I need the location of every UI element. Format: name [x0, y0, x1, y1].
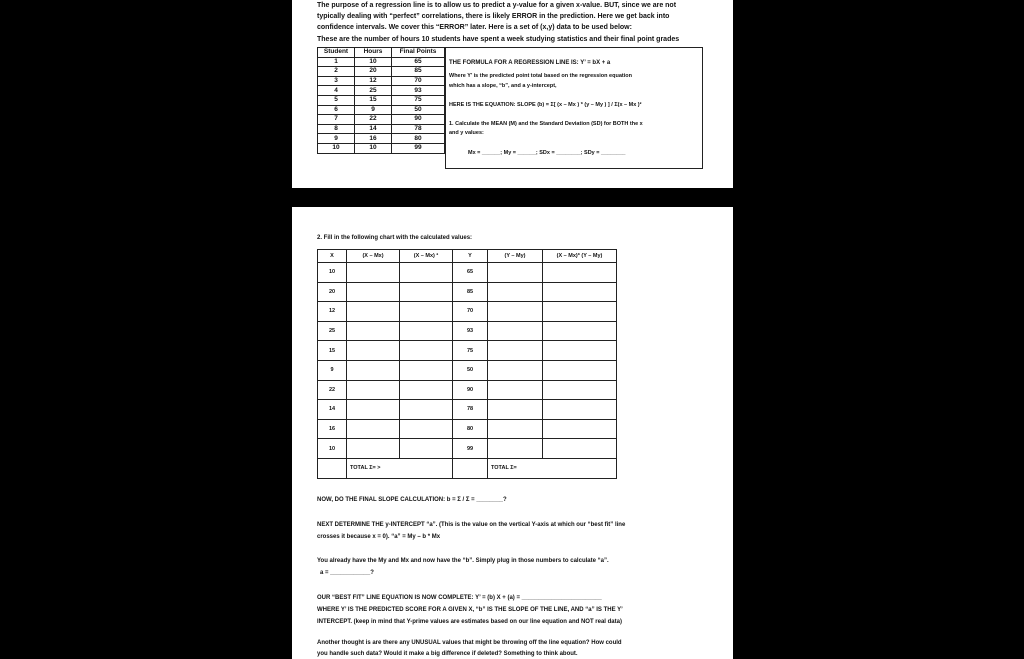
x-deviation-cell[interactable]	[347, 282, 400, 302]
y-value-cell: 78	[453, 400, 488, 420]
points-cell: 99	[392, 143, 445, 153]
student-row	[318, 86, 445, 96]
points-cell: 80	[392, 134, 445, 144]
final-explanation-line-2: INTERCEPT. (keep in mind that Y-prime values are estimates based on our line equation and NOT real data)	[317, 619, 622, 625]
intercept-blank[interactable]: a = ____________?	[320, 570, 374, 576]
final-equation-line[interactable]: OUR “BEST FIT” LINE EQUATION IS NOW COMPLETE: Y’ = (b) X + (a) = ________________________	[317, 595, 602, 601]
hours-cell: 20	[355, 67, 392, 77]
hours-cell: 10	[355, 143, 392, 153]
calc-row	[318, 263, 617, 283]
question-1-line-1: 1. Calculate the MEAN (M) and the Standard Deviation (SD) for BOTH the x	[449, 121, 643, 127]
x-value-cell: 14	[318, 400, 347, 420]
student-table-header	[318, 48, 445, 58]
x-value-cell: 10	[318, 439, 347, 459]
x-deviation-squared-cell[interactable]	[400, 282, 453, 302]
x-deviation-cell[interactable]	[347, 321, 400, 341]
y-value-cell: 65	[453, 263, 488, 283]
question-1-line-2: and y values:	[449, 130, 484, 136]
calc-row	[318, 439, 617, 459]
student-row	[318, 76, 445, 86]
y-value-cell: 70	[453, 302, 488, 322]
product-cell[interactable]	[543, 400, 617, 420]
intro-line-2: typically dealing with “perfect” correlations, there is likely ERROR in the prediction. Here we get back into	[317, 13, 670, 20]
student-data-table	[317, 47, 445, 154]
y-deviation-cell[interactable]	[488, 380, 543, 400]
student-cell: 9	[318, 134, 355, 144]
y-deviation-cell[interactable]	[488, 400, 543, 420]
calc-row	[318, 282, 617, 302]
col-y-header: Y	[453, 250, 488, 263]
hours-cell: 9	[355, 105, 392, 115]
total-right-label: TOTAL Σ=	[488, 458, 617, 478]
points-cell: 65	[392, 57, 445, 67]
intro-line-1: The purpose of a regression line is to allow us to predict a y-value for a given x-value. BUT, since we are not	[317, 2, 677, 9]
x-deviation-squared-cell[interactable]	[400, 263, 453, 283]
student-cell: 8	[318, 124, 355, 134]
x-value-cell: 22	[318, 380, 347, 400]
product-cell[interactable]	[543, 321, 617, 341]
product-cell[interactable]	[543, 341, 617, 361]
student-row	[318, 115, 445, 125]
x-deviation-cell[interactable]	[347, 360, 400, 380]
y-deviation-cell[interactable]	[488, 302, 543, 322]
y-deviation-cell[interactable]	[488, 360, 543, 380]
x-deviation-squared-cell[interactable]	[400, 419, 453, 439]
x-value-cell: 10	[318, 263, 347, 283]
y-deviation-cell[interactable]	[488, 321, 543, 341]
y-value-cell: 99	[453, 439, 488, 459]
hours-cell: 22	[355, 115, 392, 125]
student-cell: 7	[318, 115, 355, 125]
calc-row	[318, 341, 617, 361]
student-cell: 6	[318, 105, 355, 115]
intro-line-4: These are the number of hours 10 students have spent a week studying statistics and their final point grades	[317, 36, 680, 43]
formula-title: THE FORMULA FOR A REGRESSION LINE IS: Y’ = bX + a	[449, 60, 611, 66]
student-cell: 3	[318, 76, 355, 86]
product-cell[interactable]	[543, 380, 617, 400]
calc-chart-header	[318, 250, 617, 263]
calculation-chart	[317, 249, 617, 479]
totals-row	[318, 458, 617, 478]
points-cell: 50	[392, 105, 445, 115]
hours-cell: 15	[355, 95, 392, 105]
y-deviation-cell[interactable]	[488, 341, 543, 361]
y-value-cell: 50	[453, 360, 488, 380]
student-row	[318, 124, 445, 134]
y-value-cell: 85	[453, 282, 488, 302]
x-deviation-squared-cell[interactable]	[400, 360, 453, 380]
hours-cell: 14	[355, 124, 392, 134]
formula-box	[445, 47, 703, 169]
hours-cell: 16	[355, 134, 392, 144]
mean-sd-blanks[interactable]: Mx = ______; My = ______; SDx = ________; SDy = ________	[468, 150, 626, 156]
worksheet-page-1	[292, 0, 733, 188]
unusual-values-line-2: you handle such data? Would it make a big difference if deleted? Something to think about.	[317, 651, 578, 657]
intro-line-3: confidence intervals. We cover this “ERROR” later. Here is a set of (x,y) data to be used below:	[317, 24, 632, 31]
unusual-values-line-1: Another thought is are there any UNUSUAL values that might be throwing off the line equation? How could	[317, 640, 622, 646]
col-y-minus-my-header: (Y – My)	[488, 250, 543, 263]
x-deviation-cell[interactable]	[347, 419, 400, 439]
x-deviation-cell[interactable]	[347, 380, 400, 400]
calc-row	[318, 302, 617, 322]
slope-calculation: NOW, DO THE FINAL SLOPE CALCULATION: b = Σ / Σ = ________?	[317, 497, 507, 503]
x-deviation-cell[interactable]	[347, 341, 400, 361]
product-cell[interactable]	[543, 263, 617, 283]
student-row	[318, 134, 445, 144]
points-cell: 70	[392, 76, 445, 86]
y-deviation-cell[interactable]	[488, 439, 543, 459]
student-row	[318, 143, 445, 153]
x-value-cell: 9	[318, 360, 347, 380]
x-deviation-squared-cell[interactable]	[400, 380, 453, 400]
x-value-cell: 16	[318, 419, 347, 439]
calc-row	[318, 400, 617, 420]
y-deviation-cell[interactable]	[488, 419, 543, 439]
calc-row	[318, 419, 617, 439]
points-cell: 78	[392, 124, 445, 134]
x-value-cell: 20	[318, 282, 347, 302]
final-points-header: Final Points	[392, 48, 445, 58]
student-cell: 10	[318, 143, 355, 153]
plug-line-1: You already have the My and Mx and now have the “b”. Simply plug in those numbers to calculate “a”.	[317, 558, 609, 564]
formula-desc-1: Where Y’ is the predicted point total based on the regression equation	[449, 73, 632, 79]
y-deviation-cell[interactable]	[488, 263, 543, 283]
student-header: Student	[318, 48, 355, 58]
x-deviation-squared-cell[interactable]	[400, 341, 453, 361]
worksheet-page-2	[292, 207, 733, 659]
x-value-cell: 25	[318, 321, 347, 341]
col-product-header: (X – Mx)* (Y – My)	[543, 250, 617, 263]
x-deviation-squared-cell[interactable]	[400, 439, 453, 459]
hours-cell: 12	[355, 76, 392, 86]
points-cell: 90	[392, 115, 445, 125]
y-value-cell: 75	[453, 341, 488, 361]
student-cell: 1	[318, 57, 355, 67]
intercept-line-2: crosses it because x = 0). “a” = My – b * Mx	[317, 534, 441, 540]
x-deviation-squared-cell[interactable]	[400, 321, 453, 341]
calc-row	[318, 321, 617, 341]
x-deviation-cell[interactable]	[347, 439, 400, 459]
points-cell: 85	[392, 67, 445, 77]
student-cell: 2	[318, 67, 355, 77]
calc-row	[318, 380, 617, 400]
student-cell: 4	[318, 86, 355, 96]
hours-header: Hours	[355, 48, 392, 58]
equation-line: HERE IS THE EQUATION: SLOPE (b) = Σ[ (x – Mx ) * (y – My ) ] / Σ(x – Mx )²	[449, 102, 642, 108]
intercept-line-1: NEXT DETERMINE THE y-INTERCEPT “a”. (This is the value on the vertical Y-axis at which our “best fit” line	[317, 522, 626, 528]
col-x-minus-mx-header: (X – Mx)	[347, 250, 400, 263]
col-x-minus-mx-squared-header: (X – Mx) ²	[400, 250, 453, 263]
x-deviation-squared-cell[interactable]	[400, 302, 453, 322]
col-x-header: X	[318, 250, 347, 263]
y-deviation-cell[interactable]	[488, 282, 543, 302]
totals-blank	[318, 458, 347, 478]
student-row	[318, 95, 445, 105]
y-value-cell: 90	[453, 380, 488, 400]
product-cell[interactable]	[543, 439, 617, 459]
product-cell[interactable]	[543, 282, 617, 302]
hours-cell: 25	[355, 86, 392, 96]
x-deviation-cell[interactable]	[347, 400, 400, 420]
formula-desc-2: which has a slope, “b”, and a y-intercept,	[449, 83, 557, 89]
x-deviation-cell[interactable]	[347, 263, 400, 283]
points-cell: 93	[392, 86, 445, 96]
product-cell[interactable]	[543, 302, 617, 322]
hours-cell: 10	[355, 57, 392, 67]
y-value-cell: 93	[453, 321, 488, 341]
product-cell[interactable]	[543, 419, 617, 439]
points-cell: 75	[392, 95, 445, 105]
product-cell[interactable]	[543, 360, 617, 380]
calc-row	[318, 360, 617, 380]
student-row	[318, 67, 445, 77]
totals-blank-y	[453, 458, 488, 478]
x-value-cell: 15	[318, 341, 347, 361]
total-left-label: TOTAL Σ= >	[347, 458, 453, 478]
student-row	[318, 57, 445, 67]
x-deviation-squared-cell[interactable]	[400, 400, 453, 420]
x-deviation-cell[interactable]	[347, 302, 400, 322]
student-cell: 5	[318, 95, 355, 105]
y-value-cell: 80	[453, 419, 488, 439]
x-value-cell: 12	[318, 302, 347, 322]
fill-chart-title: 2. Fill in the following chart with the calculated values:	[317, 235, 473, 241]
student-row	[318, 105, 445, 115]
final-explanation-line-1: WHERE Y’ IS THE PREDICTED SCORE FOR A GIVEN X, “b” IS THE SLOPE OF THE LINE, AND “a” IS THE Y’	[317, 607, 623, 613]
